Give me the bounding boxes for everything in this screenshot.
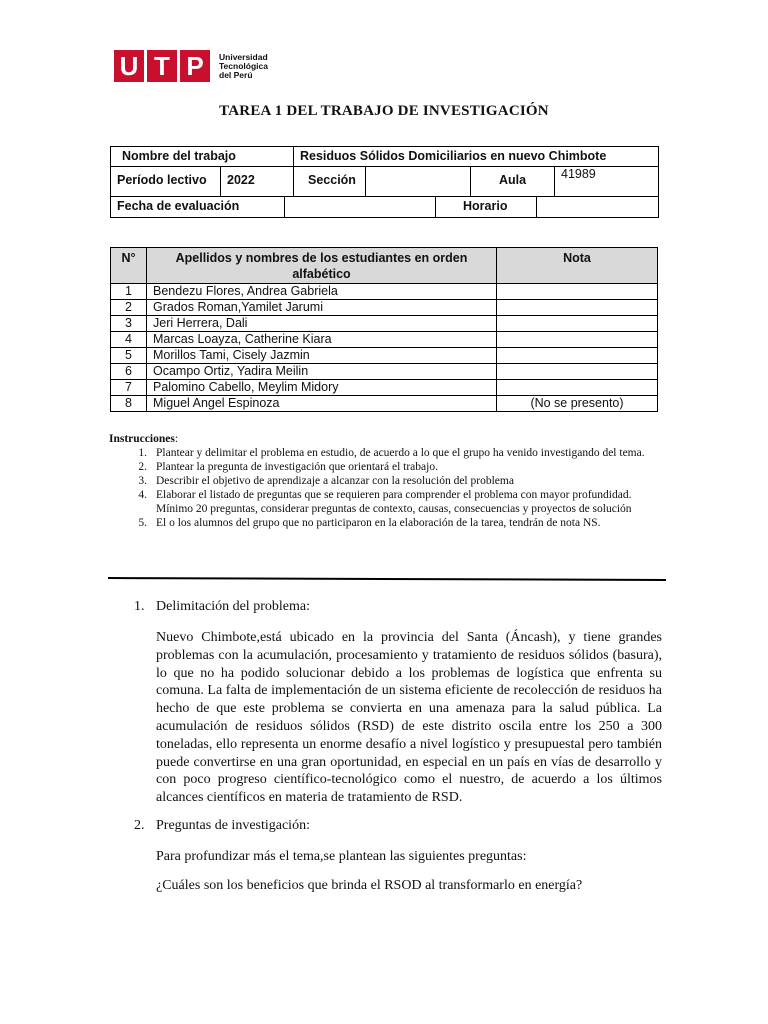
item-text: Plantear y delimitar el problema en estudio, de acuerdo a lo que el grupo ha venido investigando del tema. bbox=[156, 447, 645, 459]
row-name: Palomino Cabello, Meylim Midory bbox=[147, 380, 497, 396]
students-table bbox=[110, 247, 658, 412]
logo-letter-p: P bbox=[180, 50, 210, 82]
info-row-fecha bbox=[110, 197, 659, 218]
info-row-periodo bbox=[110, 167, 659, 197]
list-item bbox=[109, 516, 664, 530]
section-number: 1. bbox=[134, 599, 145, 614]
horizontal-divider bbox=[108, 577, 666, 581]
row-nota bbox=[497, 332, 658, 348]
table-row bbox=[111, 364, 658, 380]
page-title: TAREA 1 DEL TRABAJO DE INVESTIGACIÓN bbox=[219, 103, 549, 119]
instructions-list bbox=[109, 446, 664, 530]
row-number: 5 bbox=[111, 348, 147, 364]
info-table bbox=[110, 146, 659, 218]
nombre-label: Nombre del trabajo bbox=[111, 147, 294, 166]
row-name: Jeri Herrera, Dali bbox=[147, 316, 497, 332]
instructions: Instrucciones: 1. Plantear y delimitar el problema en estudio, de acuerdo a lo que el grupo ha venido investigando del tema. 2. Plantear la pregunta de investigación que orientará el trabajo. 3. Describir el objetivo de aprendizaje a alcanzar con la resolución del problema 4. Elaborar el listado de preguntas que se requieren para comprender el problema con mayor profundidad. Mínimo 20 preguntas, considerar preguntas de contexto, causas, consecuencias y proyectos de solución 5. El o los alumnos del grupo que no participaron en la elaboración de la tarea, tendrán de nota NS. bbox=[109, 432, 664, 530]
logo-text bbox=[219, 53, 268, 80]
row-number: 7 bbox=[111, 380, 147, 396]
item-text: Describir el objetivo de aprendizaje a alcanzar con la resolución del problema bbox=[156, 475, 514, 487]
logo-letter-t: T bbox=[147, 50, 177, 82]
section-2-heading bbox=[134, 818, 310, 834]
info-row-nombre bbox=[110, 146, 659, 167]
row-number: 3 bbox=[111, 316, 147, 332]
header-number: N° bbox=[111, 248, 147, 284]
list-item bbox=[109, 446, 664, 460]
item-number: 4. bbox=[138, 489, 147, 501]
row-number: 8 bbox=[111, 396, 147, 412]
header-nota: Nota bbox=[497, 248, 658, 284]
row-number: 2 bbox=[111, 300, 147, 316]
students-header-row bbox=[111, 248, 658, 284]
list-item bbox=[109, 460, 664, 474]
row-nota bbox=[497, 300, 658, 316]
logo-letter-u: U bbox=[114, 50, 144, 82]
seccion-label: Sección bbox=[294, 167, 366, 196]
periodo-label: Período lectivo bbox=[111, 167, 221, 196]
header-names: Apellidos y nombres de los estudiantes en orden alfabético bbox=[147, 248, 497, 284]
item-text: Plantear la pregunta de investigación que orientará el trabajo. bbox=[156, 461, 438, 473]
item-number: 3. bbox=[138, 475, 147, 487]
table-row bbox=[111, 396, 658, 412]
table-row bbox=[111, 348, 658, 364]
table-row bbox=[111, 380, 658, 396]
logo-text-line: Tecnológica bbox=[219, 60, 268, 71]
research-question: ¿Cuáles son los beneficios que brinda el RSOD al transformarlo en energía? bbox=[156, 878, 583, 893]
section-number: 2. bbox=[134, 818, 145, 833]
item-number: 5. bbox=[138, 517, 147, 529]
row-name: Ocampo Ortiz, Yadira Meilin bbox=[147, 364, 497, 380]
item-text: El o los alumnos del grupo que no participaron en la elaboración de la tarea, tendrán de nota NS. bbox=[156, 517, 601, 529]
table-row bbox=[111, 332, 658, 348]
section-2-intro: Para profundizar más el tema,se plantean las siguientes preguntas: bbox=[156, 849, 527, 864]
aula-value: 41989 bbox=[561, 167, 596, 181]
fecha-value bbox=[285, 197, 436, 217]
utp-logo bbox=[114, 50, 268, 82]
table-row bbox=[111, 284, 658, 300]
logo-text-line: del Perú bbox=[219, 69, 253, 80]
row-nota bbox=[497, 364, 658, 380]
list-item bbox=[109, 488, 664, 516]
row-nota bbox=[497, 348, 658, 364]
instructions-title: Instrucciones bbox=[109, 433, 175, 445]
row-nota: (No se presento) bbox=[497, 396, 658, 412]
row-name: Marcas Loayza, Catherine Kiara bbox=[147, 332, 497, 348]
row-nota bbox=[497, 316, 658, 332]
section-heading: Delimitación del problema: bbox=[156, 599, 310, 614]
horario-value bbox=[537, 197, 658, 217]
section-heading: Preguntas de investigación: bbox=[156, 818, 310, 833]
row-number: 6 bbox=[111, 364, 147, 380]
row-name: Grados Roman,Yamilet Jarumi bbox=[147, 300, 497, 316]
row-name: Morillos Tami, Cisely Jazmin bbox=[147, 348, 497, 364]
seccion-value bbox=[366, 167, 471, 196]
item-number: 2. bbox=[138, 461, 147, 473]
periodo-value: 2022 bbox=[221, 167, 294, 196]
list-item bbox=[109, 474, 664, 488]
fecha-label: Fecha de evaluación bbox=[111, 197, 285, 217]
row-nota bbox=[497, 380, 658, 396]
horario-label: Horario bbox=[436, 197, 537, 217]
item-number: 1. bbox=[138, 447, 147, 459]
row-name: Miguel Angel Espinoza bbox=[147, 396, 497, 412]
aula-label: Aula bbox=[471, 167, 555, 196]
row-nota bbox=[497, 284, 658, 300]
row-number: 4 bbox=[111, 332, 147, 348]
table-row bbox=[111, 316, 658, 332]
row-number: 1 bbox=[111, 284, 147, 300]
table-row bbox=[111, 300, 658, 316]
item-text: Elaborar el listado de preguntas que se requieren para comprender el problema con mayor profundidad. Mínimo 20 preguntas, considerar preguntas de contexto, causas, consecuencias y proyectos de solución bbox=[156, 489, 632, 515]
row-name: Bendezu Flores, Andrea Gabriela bbox=[147, 284, 497, 300]
section-1-paragraph: Nuevo Chimbote,está ubicado en la provincia del Santa (Áncash), y tiene grandes problemas con la acumulación, procesamiento y tratamiento de residuos sólidos (basura), lo que no ha podido solucionar debido a los problemas de logística que enfrenta su comuna. La falta de implementación de un sistema eficiente de recolección de residuos ha hecho de que este problema se convierta en una amenaza para la salud pública. La acumulación de residuos sólidos (RSD) de este distrito oscila entre los 250 a 300 toneladas, ello representa un enorme desafío a nivel logístico y presupuestal pero también puede convertirse en una gran oportunidad, en especial en un país en vías de desarrollo y con poco progreso científico-tecnológico como el nuestro, de acuerdo a los últimos alcances científicos en materia de tratamiento de RSD. bbox=[156, 630, 662, 806]
section-1-heading bbox=[134, 599, 310, 615]
nombre-value: Residuos Sólidos Domiciliarios en nuevo Chimbote bbox=[300, 149, 607, 163]
logo-text-line: Universidad bbox=[219, 51, 268, 62]
